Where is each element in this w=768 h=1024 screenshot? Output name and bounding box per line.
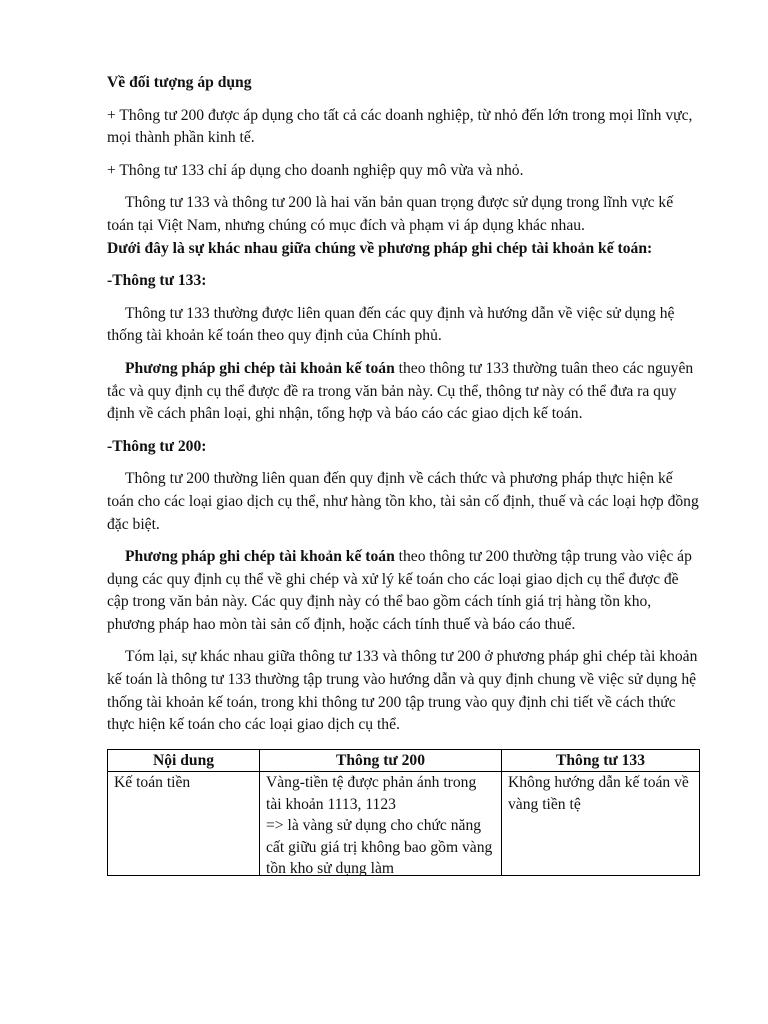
table-header-row <box>108 749 700 772</box>
tt200-method-label: Phương pháp ghi chép tài khoản kế toán <box>125 548 395 566</box>
paragraph-intro-bold: Dưới đây là sự khác nhau giữa chúng về phương pháp ghi chép tài khoản kế toán: <box>107 239 653 257</box>
paragraph-tt133-scope: + Thông tư 133 chỉ áp dụng cho doanh nghiệp quy mô vừa và nhỏ. <box>107 161 524 179</box>
heading-thong-tu-133: -Thông tư 133: <box>107 272 207 290</box>
tt200-cell-line-1: Vàng-tiền tệ được phản ánh trong tài khoản 1113, 1123 <box>266 774 477 813</box>
table-cell-tt133: Không hướng dẫn kế toán về vàng tiền tệ <box>502 772 700 876</box>
tt133-method-text: theo thông tư 133 thường tuân theo các nguyên tắc và quy định cụ thể được đề ra trong văn bản này. Cụ thể, thông tư này có thể đưa ra quy định về cách phân loại, ghi nhận, tổng hợp và báo cáo các giao dịch kế toán. <box>107 359 694 423</box>
document-body <box>107 72 699 876</box>
tt200-method-text: theo thông tư 200 thường tập trung vào việc áp dụng các quy định cụ thể về ghi chép và xử lý kế toán cho các loại giao dịch cụ thể được đề cập trong văn bản này. Các quy định này có thể bao gồm cách tính giá trị hàng tồn kho, phương pháp hao mòn tài sản cố định, hoặc cách tính thuế và báo cáo thuế. <box>107 548 692 633</box>
comparison-table <box>107 749 700 877</box>
heading-doi-tuong-ap-dung: Về đối tượng áp dụng <box>107 74 252 91</box>
table-cell-content: Kế toán tiền <box>108 772 260 876</box>
tt133-paragraph-1: Thông tư 133 thường được liên quan đến các quy định và hướng dẫn về việc sử dụng hệ thống tài khoản kế toán theo quy định của Chính phủ. <box>107 304 675 345</box>
table-row <box>108 772 700 876</box>
table-header-noi-dung: Nội dung <box>108 749 260 772</box>
tt200-paragraph-1: Thông tư 200 thường liên quan đến quy định về cách thức và phương pháp thực hiện kế toán cho các loại giao dịch cụ thể, như hàng tồn kho, tài sản cố định, thuế và các loại hợp đồng đặc biệt. <box>107 470 699 533</box>
table-header-tt200: Thông tư 200 <box>260 749 502 772</box>
table-cell-tt200 <box>260 772 502 876</box>
paragraph-tt200-scope: + Thông tư 200 được áp dụng cho tất cả các doanh nghiệp, từ nhỏ đến lớn trong mọi lĩnh vực, mọi thành phần kinh tế. <box>107 106 693 147</box>
paragraph-intro: Thông tư 133 và thông tư 200 là hai văn bản quan trọng được sử dụng trong lĩnh vực kế toán tại Việt Nam, nhưng chúng có mục đích và phạm vi áp dụng khác nhau. <box>107 194 674 234</box>
summary-paragraph: Tóm lại, sự khác nhau giữa thông tư 133 và thông tư 200 ở phương pháp ghi chép tài khoản kế toán là thông tư 133 thường tập trung vào hướng dẫn và quy định chung về việc sử dụng hệ thống tài khoản kế toán, trong khi thông tư 200 tập trung vào quy định chi tiết về cách thức thực hiện kế toán cho các loại giao dịch cụ thể. <box>107 648 698 734</box>
table-header-tt133: Thông tư 133 <box>502 749 700 772</box>
tt200-cell-line-2: => là vàng sử dụng cho chức năng cất giữu giá trị không bao gồm vàng tồn kho sử dụng làm <box>266 817 493 876</box>
heading-thong-tu-200: -Thông tư 200: <box>107 437 207 455</box>
tt133-method-label: Phương pháp ghi chép tài khoản kế toán <box>125 359 395 377</box>
tt200-paragraph-2 <box>107 546 699 636</box>
tt133-paragraph-2 <box>107 358 699 426</box>
